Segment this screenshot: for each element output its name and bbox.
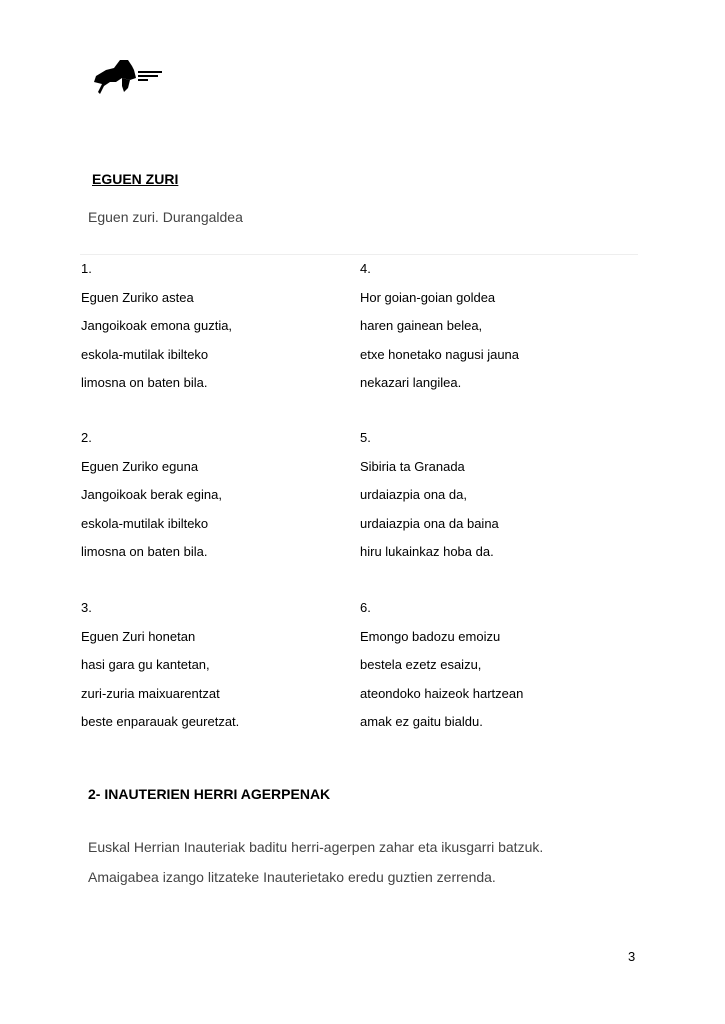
verse-line: limosna on baten bila. <box>81 544 208 559</box>
paragraph-line: Euskal Herrian Inauteriak baditu herri-agerpen zahar eta ikusgarri batzuk. <box>88 839 544 855</box>
verse-line: nekazari langilea. <box>360 375 462 390</box>
verse-line: Eguen Zuriko astea <box>81 289 194 305</box>
verse-line: hiru lukainkaz hoba da. <box>360 544 494 559</box>
verse-line: amak ez gaitu bialdu. <box>360 714 483 729</box>
paragraph-line: Amaigabea izango litzateke Inauterietako eredu guztien zerrenda. <box>88 869 496 885</box>
verse-line: eskola-mutilak ibilteko <box>81 346 209 362</box>
verse-number: 4. <box>360 261 371 276</box>
verse-5 <box>360 430 620 573</box>
verse-line: limosna on baten bila. <box>81 375 208 390</box>
verse-line: eskola-mutilak ibilteko <box>81 515 209 531</box>
verse-line: urdaiazpia ona da baina <box>360 515 499 531</box>
verse-line: Jangoikoak emona guztia, <box>81 318 233 333</box>
verse-3 <box>81 600 341 743</box>
verse-line: Eguen Zuri honetan <box>81 628 196 644</box>
verse-line: Jangoikoak berak egina, <box>81 487 222 502</box>
verse-line: haren gainean belea, <box>360 318 483 333</box>
verse-line: Hor goian-goian goldea <box>360 289 496 305</box>
verse-4 <box>360 261 620 404</box>
verse-line: etxe honetako nagusi jauna <box>360 346 520 362</box>
fox-logo-icon <box>92 56 164 96</box>
subtitle: Eguen zuri. Durangaldea <box>88 209 243 225</box>
section-heading: 2- INAUTERIEN HERRI AGERPENAK <box>88 786 331 802</box>
section-paragraph <box>88 838 543 898</box>
verse-line: urdaiazpia ona da, <box>360 487 467 502</box>
verse-line: bestela ezetz esaizu, <box>360 657 482 672</box>
verse-number: 6. <box>360 600 371 615</box>
verse-line: ateondoko haizeok hartzean <box>360 685 524 701</box>
logo <box>92 56 164 96</box>
page-number: 3 <box>628 949 636 964</box>
section-title: EGUEN ZURI <box>92 171 179 187</box>
verse-6 <box>360 600 620 743</box>
verse-line: beste enparauak geuretzat. <box>81 714 240 729</box>
verse-line: Sibiria ta Granada <box>360 458 465 474</box>
verse-number: 5. <box>360 430 371 445</box>
divider <box>80 254 638 255</box>
verse-number: 1. <box>81 261 92 276</box>
verse-number: 3. <box>81 600 92 615</box>
verse-line: hasi gara gu kantetan, <box>81 657 210 672</box>
verse-line: zuri-zuria maixuarentzat <box>81 685 220 701</box>
verse-number: 2. <box>81 430 92 445</box>
verse-2 <box>81 430 341 573</box>
verse-1 <box>81 261 341 404</box>
verse-line: Eguen Zuriko eguna <box>81 458 199 474</box>
verse-line: Emongo badozu emoizu <box>360 628 501 644</box>
